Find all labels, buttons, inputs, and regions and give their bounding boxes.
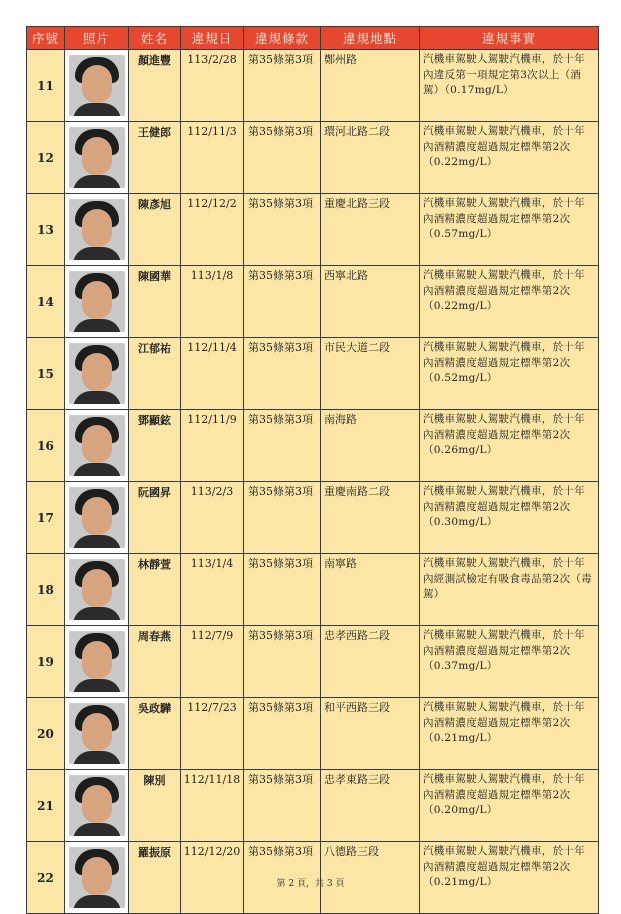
law-cell: 第35條第3項 (244, 266, 321, 338)
location-cell: 南寧路 (321, 554, 420, 626)
seq-cell: 11 (27, 50, 65, 122)
seq-cell: 17 (27, 482, 65, 554)
date-cell: 112/11/4 (181, 338, 244, 410)
name-cell: 陳別 (129, 770, 181, 842)
table-row (27, 698, 599, 770)
location-cell: 和平西路三段 (321, 698, 420, 770)
violators-table (26, 26, 599, 914)
fact-cell: 汽機車駕駛人駕駛汽機車，於十年內酒精濃度超過規定標準第2次（0.20mg/L） (420, 770, 599, 842)
seq-cell: 13 (27, 194, 65, 266)
header-law: 違規條款 (244, 27, 321, 50)
name-cell: 顏進豐 (129, 50, 181, 122)
name-cell: 陳國華 (129, 266, 181, 338)
table-row (27, 482, 599, 554)
date-cell: 112/11/9 (181, 410, 244, 482)
name-cell: 王健郎 (129, 122, 181, 194)
seq-cell: 22 (27, 842, 65, 914)
law-cell: 第35條第3項 (244, 338, 321, 410)
location-cell: 環河北路二段 (321, 122, 420, 194)
photo-cell (65, 50, 129, 122)
mugshot-photo (69, 703, 125, 764)
photo-cell (65, 410, 129, 482)
seq-cell: 12 (27, 122, 65, 194)
fact-cell: 汽機車駕駛人駕駛汽機車，於十年內酒精濃度超過規定標準第2次（0.21mg/L） (420, 842, 599, 914)
seq-cell: 16 (27, 410, 65, 482)
fact-cell: 汽機車駕駛人駕駛汽機車，於十年內酒精濃度超過規定標準第2次（0.57mg/L） (420, 194, 599, 266)
location-cell: 市民大道二段 (321, 338, 420, 410)
table-row (27, 50, 599, 122)
mugshot-photo (69, 775, 125, 836)
seq-cell: 18 (27, 554, 65, 626)
fact-cell: 汽機車駕駛人駕駛汽機車，於十年內酒精濃度超過規定標準第2次（0.52mg/L） (420, 338, 599, 410)
table-header-row (27, 27, 599, 50)
fact-cell: 汽機車駕駛人駕駛汽機車，於十年內經測試檢定有吸食毒品第2次（毒駕） (420, 554, 599, 626)
mugshot-photo (69, 631, 125, 692)
photo-cell (65, 770, 129, 842)
location-cell: 西寧北路 (321, 266, 420, 338)
mugshot-photo (69, 199, 125, 260)
location-cell: 八德路三段 (321, 842, 420, 914)
photo-cell (65, 626, 129, 698)
mugshot-photo (69, 271, 125, 332)
date-cell: 112/12/20 (181, 842, 244, 914)
header-seq: 序號 (27, 27, 65, 50)
mugshot-photo (69, 55, 125, 116)
date-cell: 113/2/28 (181, 50, 244, 122)
table-row (27, 626, 599, 698)
date-cell: 112/7/9 (181, 626, 244, 698)
law-cell: 第35條第3項 (244, 626, 321, 698)
seq-cell: 21 (27, 770, 65, 842)
fact-cell: 汽機車駕駛人駕駛汽機車，於十年內酒精濃度超過規定標準第2次（0.21mg/L） (420, 698, 599, 770)
law-cell: 第35條第3項 (244, 482, 321, 554)
mugshot-photo (69, 487, 125, 548)
location-cell: 鄭州路 (321, 50, 420, 122)
name-cell: 林靜萱 (129, 554, 181, 626)
table-row (27, 770, 599, 842)
law-cell: 第35條第3項 (244, 50, 321, 122)
seq-cell: 14 (27, 266, 65, 338)
law-cell: 第35條第3項 (244, 554, 321, 626)
name-cell: 陳彥旭 (129, 194, 181, 266)
page-footer: 第 2 頁，共 3 頁 (276, 879, 345, 889)
law-cell: 第35條第3項 (244, 698, 321, 770)
law-cell: 第35條第3項 (244, 122, 321, 194)
fact-cell: 汽機車駕駛人駕駛汽機車，於十年內酒精濃度超過規定標準第2次（0.22mg/L） (420, 266, 599, 338)
date-cell: 112/7/23 (181, 698, 244, 770)
fact-cell: 汽機車駕駛人駕駛汽機車，於十年內違反第一項規定第3次以上（酒駕）（0.17mg/L） (420, 50, 599, 122)
table-row (27, 122, 599, 194)
mugshot-photo (69, 559, 125, 620)
photo-cell (65, 482, 129, 554)
name-cell: 阮國昇 (129, 482, 181, 554)
location-cell: 忠孝東路三段 (321, 770, 420, 842)
header-name: 姓名 (129, 27, 181, 50)
header-location: 違規地點 (321, 27, 420, 50)
header-photo: 照片 (65, 27, 129, 50)
header-date: 違規日 (181, 27, 244, 50)
photo-cell (65, 194, 129, 266)
law-cell: 第35條第3項 (244, 842, 321, 914)
location-cell: 南海路 (321, 410, 420, 482)
seq-cell: 19 (27, 626, 65, 698)
fact-cell: 汽機車駕駛人駕駛汽機車，於十年內酒精濃度超過規定標準第2次（0.22mg/L） (420, 122, 599, 194)
name-cell: 羅振原 (129, 842, 181, 914)
table-row (27, 338, 599, 410)
mugshot-photo (69, 415, 125, 476)
fact-cell: 汽機車駕駛人駕駛汽機車，於十年內酒精濃度超過規定標準第2次（0.37mg/L） (420, 626, 599, 698)
date-cell: 113/1/8 (181, 266, 244, 338)
table-row (27, 410, 599, 482)
law-cell: 第35條第3項 (244, 410, 321, 482)
table-row (27, 266, 599, 338)
location-cell: 重慶北路三段 (321, 194, 420, 266)
law-cell: 第35條第3項 (244, 770, 321, 842)
date-cell: 112/12/2 (181, 194, 244, 266)
date-cell: 112/11/18 (181, 770, 244, 842)
name-cell: 鄧顯鉉 (129, 410, 181, 482)
name-cell: 吳政驊 (129, 698, 181, 770)
table-row (27, 194, 599, 266)
mugshot-photo (69, 127, 125, 188)
location-cell: 重慶南路二段 (321, 482, 420, 554)
photo-cell (65, 554, 129, 626)
seq-cell: 20 (27, 698, 65, 770)
photo-cell (65, 266, 129, 338)
fact-cell: 汽機車駕駛人駕駛汽機車，於十年內酒精濃度超過規定標準第2次（0.26mg/L） (420, 410, 599, 482)
name-cell: 周春燕 (129, 626, 181, 698)
table-row (27, 554, 599, 626)
mugshot-photo (69, 343, 125, 404)
header-fact: 違規事實 (420, 27, 599, 50)
photo-cell (65, 122, 129, 194)
fact-cell: 汽機車駕駛人駕駛汽機車，於十年內酒精濃度超過規定標準第2次（0.30mg/L） (420, 482, 599, 554)
date-cell: 113/1/4 (181, 554, 244, 626)
date-cell: 112/11/3 (181, 122, 244, 194)
law-cell: 第35條第3項 (244, 194, 321, 266)
name-cell: 江郁祐 (129, 338, 181, 410)
date-cell: 113/2/3 (181, 482, 244, 554)
photo-cell (65, 338, 129, 410)
seq-cell: 15 (27, 338, 65, 410)
photo-cell (65, 698, 129, 770)
location-cell: 忠孝西路二段 (321, 626, 420, 698)
